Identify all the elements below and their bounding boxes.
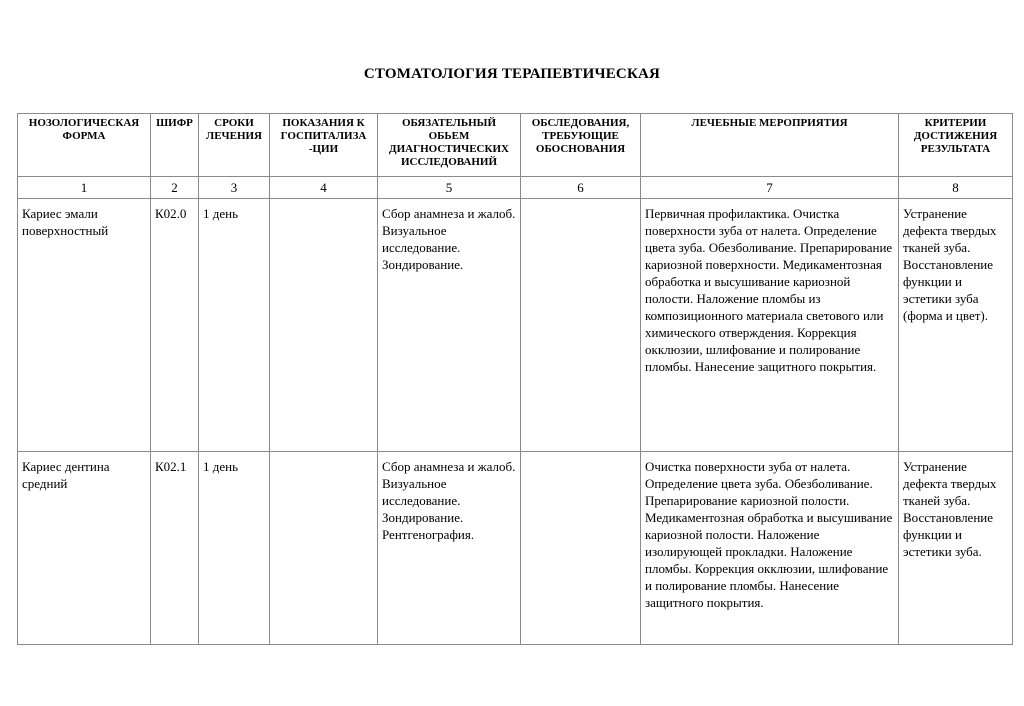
- header-hospitalization-indications: ПОКАЗАНИЯ К ГОСПИТАЛИЗА -ЦИИ: [270, 114, 378, 177]
- header-result-criteria: КРИТЕРИИ ДОСТИЖЕНИЯ РЕЗУЛЬТАТА: [899, 114, 1013, 177]
- column-number-row: [18, 177, 1013, 199]
- column-number: 4: [270, 177, 378, 199]
- header-mandatory-diagnostics: ОБЯЗАТЕЛЬНЫЙ ОБЬЕМ ДИАГНОСТИЧЕСКИХ ИССЛЕДОВАНИЙ: [378, 114, 521, 177]
- column-number: 7: [641, 177, 899, 199]
- table-row: [18, 199, 1013, 452]
- header-treatment-measures: ЛЕЧЕБНЫЕ МЕРОПРИЯТИЯ: [641, 114, 899, 177]
- cell-form: Кариес эмали поверхностный: [18, 199, 151, 452]
- cell-extra-examinations: [521, 199, 641, 452]
- cell-code: К02.1: [151, 452, 199, 645]
- cell-diagnostics: Сбор анамнеза и жалоб. Визуальное исследование. Зондирование.: [378, 199, 521, 452]
- header-nosological-form: НОЗОЛОГИЧЕСКАЯ ФОРМА: [18, 114, 151, 177]
- cell-term: 1 день: [199, 199, 270, 452]
- cell-result: Устранение дефекта твердых тканей зуба. Восстановление функции и эстетики зуба (форма и цвет).: [899, 199, 1013, 452]
- column-number: 2: [151, 177, 199, 199]
- header-justified-examinations: ОБСЛЕДОВАНИЯ, ТРЕБУЮЩИЕ ОБОСНОВАНИЯ: [521, 114, 641, 177]
- header-row: [18, 114, 1013, 177]
- cell-hospitalization: [270, 452, 378, 645]
- cell-form: Кариес дентина средний: [18, 452, 151, 645]
- column-number: 1: [18, 177, 151, 199]
- column-number: 6: [521, 177, 641, 199]
- page-title: СТОМАТОЛОГИЯ ТЕРАПЕВТИЧЕСКАЯ: [363, 66, 661, 82]
- column-number: 5: [378, 177, 521, 199]
- cell-result: Устранение дефекта твердых тканей зуба. Восстановление функции и эстетики зуба.: [899, 452, 1013, 645]
- cell-code: К02.0: [151, 199, 199, 452]
- column-number: 3: [199, 177, 270, 199]
- cell-treatment: Первичная профилактика. Очистка поверхности зуба от налета. Определение цвета зуба. Обезболивание. Препарирование кариозной поверхности. Медикаментозная обработка и высушивание кариозной полости. Наложение пломбы из композиционного материала светового или химического отверждения. Коррекция окклюзии, шлифование и полирование пломбы. Нанесение защитного покрытия.: [641, 199, 899, 452]
- cell-treatment: Очистка поверхности зуба от налета. Определение цвета зуба. Обезболивание. Препарирование кариозной полости. Медикаментозная обработка и высушивание кариозной полости. Наложение изолирующей прокладки. Наложение пломбы. Коррекция окклюзии, шлифование и полирование пломбы. Нанесение защитного покрытия.: [641, 452, 899, 645]
- table-row: [18, 452, 1013, 645]
- treatment-standards-table: [17, 113, 1013, 645]
- cell-diagnostics: Сбор анамнеза и жалоб. Визуальное исследование. Зондирование. Рентгенография.: [378, 452, 521, 645]
- header-treatment-duration: СРОКИ ЛЕЧЕНИЯ: [199, 114, 270, 177]
- cell-extra-examinations: [521, 452, 641, 645]
- column-number: 8: [899, 177, 1013, 199]
- cell-term: 1 день: [199, 452, 270, 645]
- header-code: ШИФР: [151, 114, 199, 177]
- cell-hospitalization: [270, 199, 378, 452]
